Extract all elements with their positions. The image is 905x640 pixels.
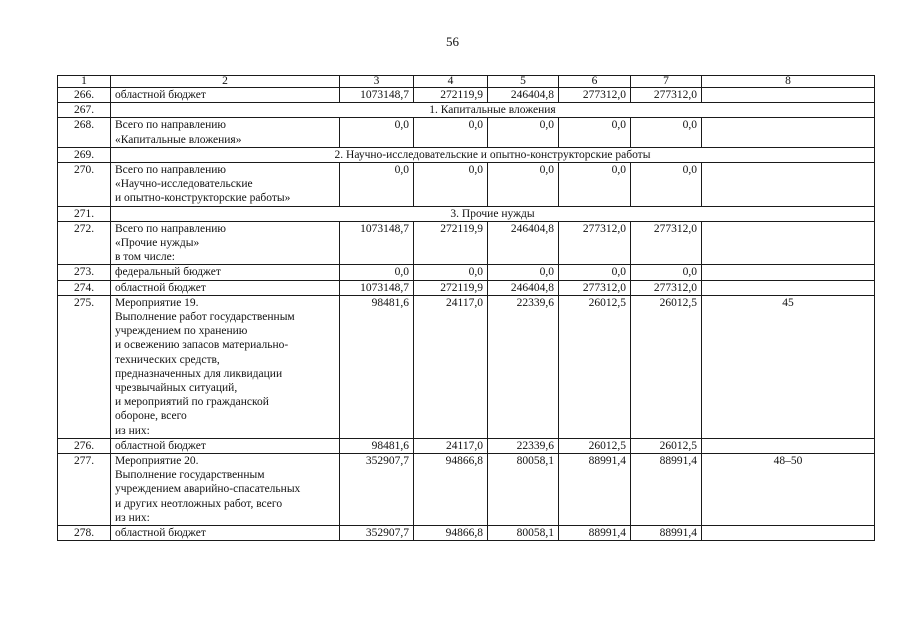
header-row — [58, 76, 875, 88]
amount-cell: 26012,5 — [631, 295, 702, 438]
amount-cell: 277312,0 — [559, 280, 631, 295]
row-number: 268. — [58, 118, 111, 147]
amount-cell: 0,0 — [340, 163, 414, 207]
row-number: 269. — [58, 147, 111, 162]
row-number: 271. — [58, 206, 111, 221]
amount-cell: 277312,0 — [559, 221, 631, 265]
row-description — [111, 88, 340, 103]
description-line: чрезвычайных ситуаций, — [115, 382, 238, 395]
amount-cell: 0,0 — [488, 163, 559, 207]
description-line: Всего по направлению — [115, 164, 226, 177]
amount-cell: 1073148,7 — [340, 280, 414, 295]
table-row — [58, 118, 875, 147]
table-row — [58, 454, 875, 526]
amount-cell: 26012,5 — [559, 438, 631, 453]
amount-cell: 88991,4 — [631, 526, 702, 541]
page-number: 56 — [446, 34, 459, 49]
row-description — [111, 454, 340, 526]
description-line: федеральный бюджет — [115, 266, 221, 279]
amount-cell: 272119,9 — [414, 221, 488, 265]
row-description — [111, 265, 340, 280]
row-description — [111, 526, 340, 541]
description-line: из них: — [115, 424, 150, 437]
amount-cell: 22339,6 — [488, 438, 559, 453]
column-header: 6 — [559, 76, 631, 88]
amount-cell: 0,0 — [631, 163, 702, 207]
row-number: 277. — [58, 454, 111, 526]
column-header: 3 — [340, 76, 414, 88]
description-line: Всего по направлению — [115, 222, 226, 235]
row-number: 276. — [58, 438, 111, 453]
reference-cell — [702, 438, 875, 453]
section-title: 2. Научно-исследовательские и опытно-конструкторские работы — [111, 147, 875, 162]
description-line: и других неотложных работ, всего — [115, 497, 283, 510]
amount-cell: 277312,0 — [559, 88, 631, 103]
amount-cell: 80058,1 — [488, 526, 559, 541]
description-line: в том числе: — [115, 251, 175, 264]
description-line: Выполнение государственным — [115, 469, 265, 482]
description-line: «Научно-исследовательские — [115, 178, 253, 191]
description-line: предназначенных для ликвидации — [115, 367, 283, 380]
description-line: «Капитальные вложения» — [115, 133, 242, 146]
table-row — [58, 438, 875, 453]
description-line: Выполнение работ государственным — [115, 311, 295, 324]
row-description — [111, 118, 340, 147]
amount-cell: 352907,7 — [340, 526, 414, 541]
description-line: учреждением по хранению — [115, 325, 248, 338]
table-row — [58, 280, 875, 295]
amount-cell: 0,0 — [414, 163, 488, 207]
amount-cell: 0,0 — [340, 265, 414, 280]
table-row — [58, 163, 875, 207]
row-number: 267. — [58, 103, 111, 118]
column-header: 2 — [111, 76, 340, 88]
table-row — [58, 526, 875, 541]
column-header: 5 — [488, 76, 559, 88]
amount-cell: 94866,8 — [414, 526, 488, 541]
section-row — [58, 103, 875, 118]
description-line: областной бюджет — [115, 527, 206, 540]
amount-cell: 277312,0 — [631, 88, 702, 103]
reference-cell — [702, 526, 875, 541]
reference-cell — [702, 280, 875, 295]
table-row — [58, 88, 875, 103]
amount-cell: 98481,6 — [340, 295, 414, 438]
column-header: 4 — [414, 76, 488, 88]
reference-cell — [702, 163, 875, 207]
reference-cell — [702, 221, 875, 265]
section-row — [58, 147, 875, 162]
section-title: 1. Капитальные вложения — [111, 103, 875, 118]
reference-cell — [702, 88, 875, 103]
amount-cell: 88991,4 — [631, 454, 702, 526]
amount-cell: 26012,5 — [559, 295, 631, 438]
amount-cell: 0,0 — [631, 118, 702, 147]
row-number: 272. — [58, 221, 111, 265]
table-row — [58, 295, 875, 438]
table-body — [58, 76, 875, 541]
amount-cell: 24117,0 — [414, 438, 488, 453]
description-line: и мероприятий по гражданской — [115, 396, 269, 409]
amount-cell: 246404,8 — [488, 221, 559, 265]
row-description — [111, 280, 340, 295]
row-description — [111, 295, 340, 438]
description-line: технических средств, — [115, 353, 220, 366]
amount-cell: 80058,1 — [488, 454, 559, 526]
amount-cell: 277312,0 — [631, 280, 702, 295]
amount-cell: 88991,4 — [559, 454, 631, 526]
amount-cell: 0,0 — [414, 118, 488, 147]
description-line: областной бюджет — [115, 439, 206, 452]
row-number: 278. — [58, 526, 111, 541]
description-line: и освежению запасов материально- — [115, 339, 289, 352]
amount-cell: 94866,8 — [414, 454, 488, 526]
section-row — [58, 206, 875, 221]
description-line: «Прочие нужды» — [115, 237, 200, 250]
amount-cell: 272119,9 — [414, 280, 488, 295]
description-line: областной бюджет — [115, 89, 206, 101]
description-line: учреждением аварийно-спасательных — [115, 483, 301, 496]
reference-cell — [702, 265, 875, 280]
amount-cell: 1073148,7 — [340, 88, 414, 103]
row-number: 274. — [58, 280, 111, 295]
amount-cell: 98481,6 — [340, 438, 414, 453]
description-line: из них: — [115, 511, 150, 524]
amount-cell: 0,0 — [340, 118, 414, 147]
row-description — [111, 163, 340, 207]
budget-table — [57, 75, 875, 541]
row-number: 275. — [58, 295, 111, 438]
description-line: Мероприятие 20. — [115, 455, 199, 468]
row-number: 273. — [58, 265, 111, 280]
table-row — [58, 265, 875, 280]
amount-cell: 26012,5 — [631, 438, 702, 453]
amount-cell: 0,0 — [559, 163, 631, 207]
reference-cell — [702, 118, 875, 147]
amount-cell: 24117,0 — [414, 295, 488, 438]
row-description — [111, 438, 340, 453]
column-header: 1 — [58, 76, 111, 88]
description-line: и опытно-конструкторские работы» — [115, 192, 291, 205]
amount-cell: 246404,8 — [488, 280, 559, 295]
amount-cell: 272119,9 — [414, 88, 488, 103]
row-number: 266. — [58, 88, 111, 103]
column-header: 7 — [631, 76, 702, 88]
amount-cell: 1073148,7 — [340, 221, 414, 265]
description-line: Всего по направлению — [115, 119, 226, 132]
reference-cell: 45 — [702, 295, 875, 438]
row-description — [111, 221, 340, 265]
row-number: 270. — [58, 163, 111, 207]
description-line: обороне, всего — [115, 410, 187, 423]
description-line: областной бюджет — [115, 281, 206, 294]
amount-cell: 0,0 — [559, 118, 631, 147]
amount-cell: 277312,0 — [631, 221, 702, 265]
amount-cell: 22339,6 — [488, 295, 559, 438]
amount-cell: 0,0 — [414, 265, 488, 280]
amount-cell: 0,0 — [488, 265, 559, 280]
column-header: 8 — [702, 76, 875, 88]
amount-cell: 352907,7 — [340, 454, 414, 526]
reference-cell: 48–50 — [702, 454, 875, 526]
amount-cell: 0,0 — [488, 118, 559, 147]
amount-cell: 0,0 — [559, 265, 631, 280]
amount-cell: 246404,8 — [488, 88, 559, 103]
description-line: Мероприятие 19. — [115, 296, 199, 309]
section-title: 3. Прочие нужды — [111, 206, 875, 221]
amount-cell: 0,0 — [631, 265, 702, 280]
amount-cell: 88991,4 — [559, 526, 631, 541]
table-row — [58, 221, 875, 265]
